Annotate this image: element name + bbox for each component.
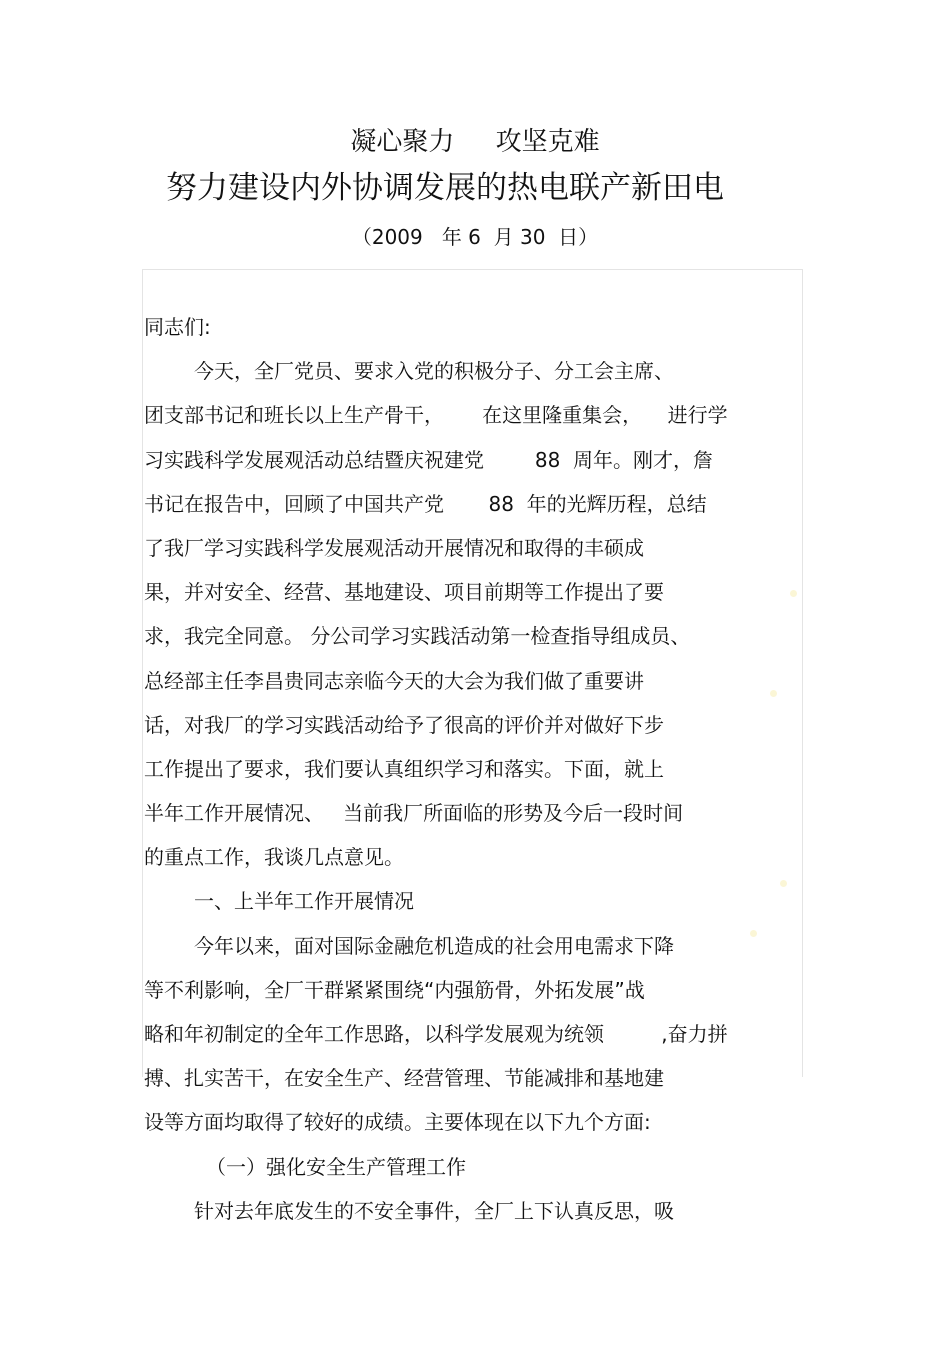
- paragraph-line: 了我厂学习实践科学发展观活动开展情况和取得的丰硕成: [144, 535, 644, 560]
- paragraph-line: 果，并对安全、经营、基地建设、项目前期等工作提出了要: [144, 580, 664, 605]
- paragraph-line: 今天，全厂党员、要求入党的积极分子、分工会主席、: [194, 359, 674, 384]
- paragraph-line: 工作提出了要求，我们要认真组织学习和落实。下面，就上: [144, 756, 664, 781]
- paragraph-line: 习实践科学发展观活动总结暨庆祝建党 88 周年。刚才，詹: [144, 447, 714, 472]
- speech-body: [144, 305, 824, 1233]
- paragraph-line: 设等方面均取得了较好的成绩。主要体现在以下九个方面:: [144, 1110, 651, 1135]
- paragraph-line: 书记在报告中，回顾了中国共产党 88 年的光辉历程，总结: [144, 491, 707, 516]
- paragraph-line: 今年以来，面对国际金融危机造成的社会用电需求下降: [194, 933, 674, 958]
- paragraph-line: 针对去年底发生的不安全事件，全厂上下认真反思，吸: [194, 1198, 674, 1223]
- paragraph-line: 团支部书记和班长以上生产骨干， 在这里隆重集会， 进行学: [144, 403, 728, 428]
- paragraph-line: 搏、扎实苦干，在安全生产、经营管理、节能减排和基地建: [144, 1066, 664, 1091]
- section-heading: 一、上半年工作开展情况: [194, 889, 414, 914]
- paragraph-line: 半年工作开展情况、 当前我厂所面临的形势及今后一段时间: [144, 801, 684, 826]
- paragraph-line: 等不利影响，全厂干群紧紧围绕“内强筋骨，外拓发展”战: [144, 977, 645, 1002]
- title-line-2: 努力建设内外协调发展的热电联产新田电: [166, 170, 724, 206]
- subsection-heading: （一）强化安全生产管理工作: [206, 1154, 466, 1179]
- paragraph-line: 略和年初制定的全年工作思路，以科学发展观为统领 ,奋力拼: [144, 1022, 728, 1046]
- paragraph-line: 话，对我厂的学习实践活动给予了很高的评价并对做好下步: [144, 712, 664, 737]
- title-line-1: 凝心聚力 攻坚克难: [350, 127, 600, 157]
- salutation: 同志们:: [144, 315, 211, 339]
- speech-date: （2009 年 6 月 30 日）: [351, 225, 599, 249]
- paragraph-line: 的重点工作，我谈几点意见。: [144, 845, 404, 870]
- paragraph-line: 总经部主任李昌贵同志亲临今天的大会为我们做了重要讲: [144, 668, 644, 693]
- paragraph-line: 求，我完全同意。 分公司学习实践活动第一检查指导组成员、: [144, 624, 691, 649]
